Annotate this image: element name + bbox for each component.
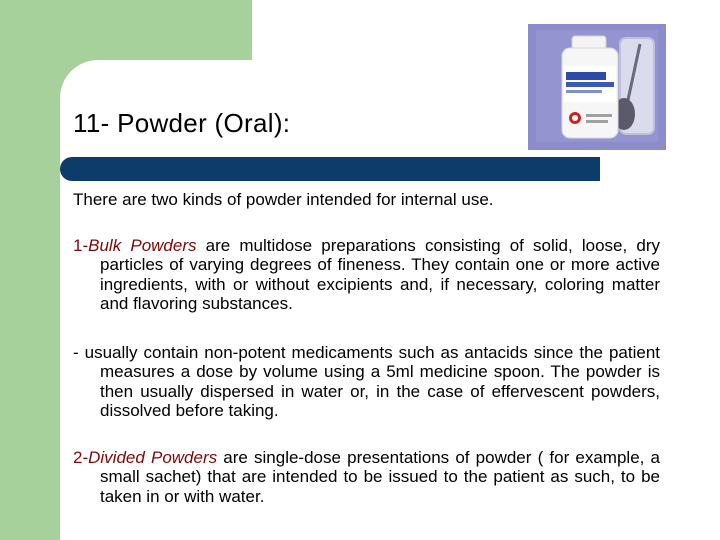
medicine-bottle-photo: [528, 24, 666, 150]
bulk-prefix: 1-: [73, 236, 89, 255]
bulk-powders-term: Bulk Powders: [88, 236, 197, 255]
intro-paragraph: There are two kinds of powder intended for internal use.: [73, 190, 494, 209]
usage-paragraph: - usually contain non-potent medicaments such as antacids since the patient measures a dose by volume using a 5ml medicine spoon. The powder is then usually dispersed in water or, in the case of effervescent powders, dissolved before taking.: [73, 343, 660, 421]
divided-prefix: 2-: [73, 448, 89, 467]
bulk-powders-body: are multidose preparations consisting of solid, loose, dry particles of varying degrees of fineness. They contain one or more active ingredients, with or without excipients and, if necessary, coloring matter and flavoring substances.: [100, 236, 660, 314]
slide-title: 11- Powder (Oral):: [73, 108, 291, 138]
divided-powders-body: are single-dose presentations of powder ( for example, a small sachet) that are intended to be issued to the patient as such, to be taken in or with water.: [100, 448, 660, 506]
title-underline-bar: [60, 157, 600, 181]
divided-powders-term: Divided Powders: [88, 448, 218, 467]
accent-left-strip: [0, 60, 60, 540]
bulk-powders-paragraph: [73, 236, 660, 314]
divided-powders-paragraph: [73, 448, 660, 506]
medicine-bottle-icon: [528, 24, 666, 150]
